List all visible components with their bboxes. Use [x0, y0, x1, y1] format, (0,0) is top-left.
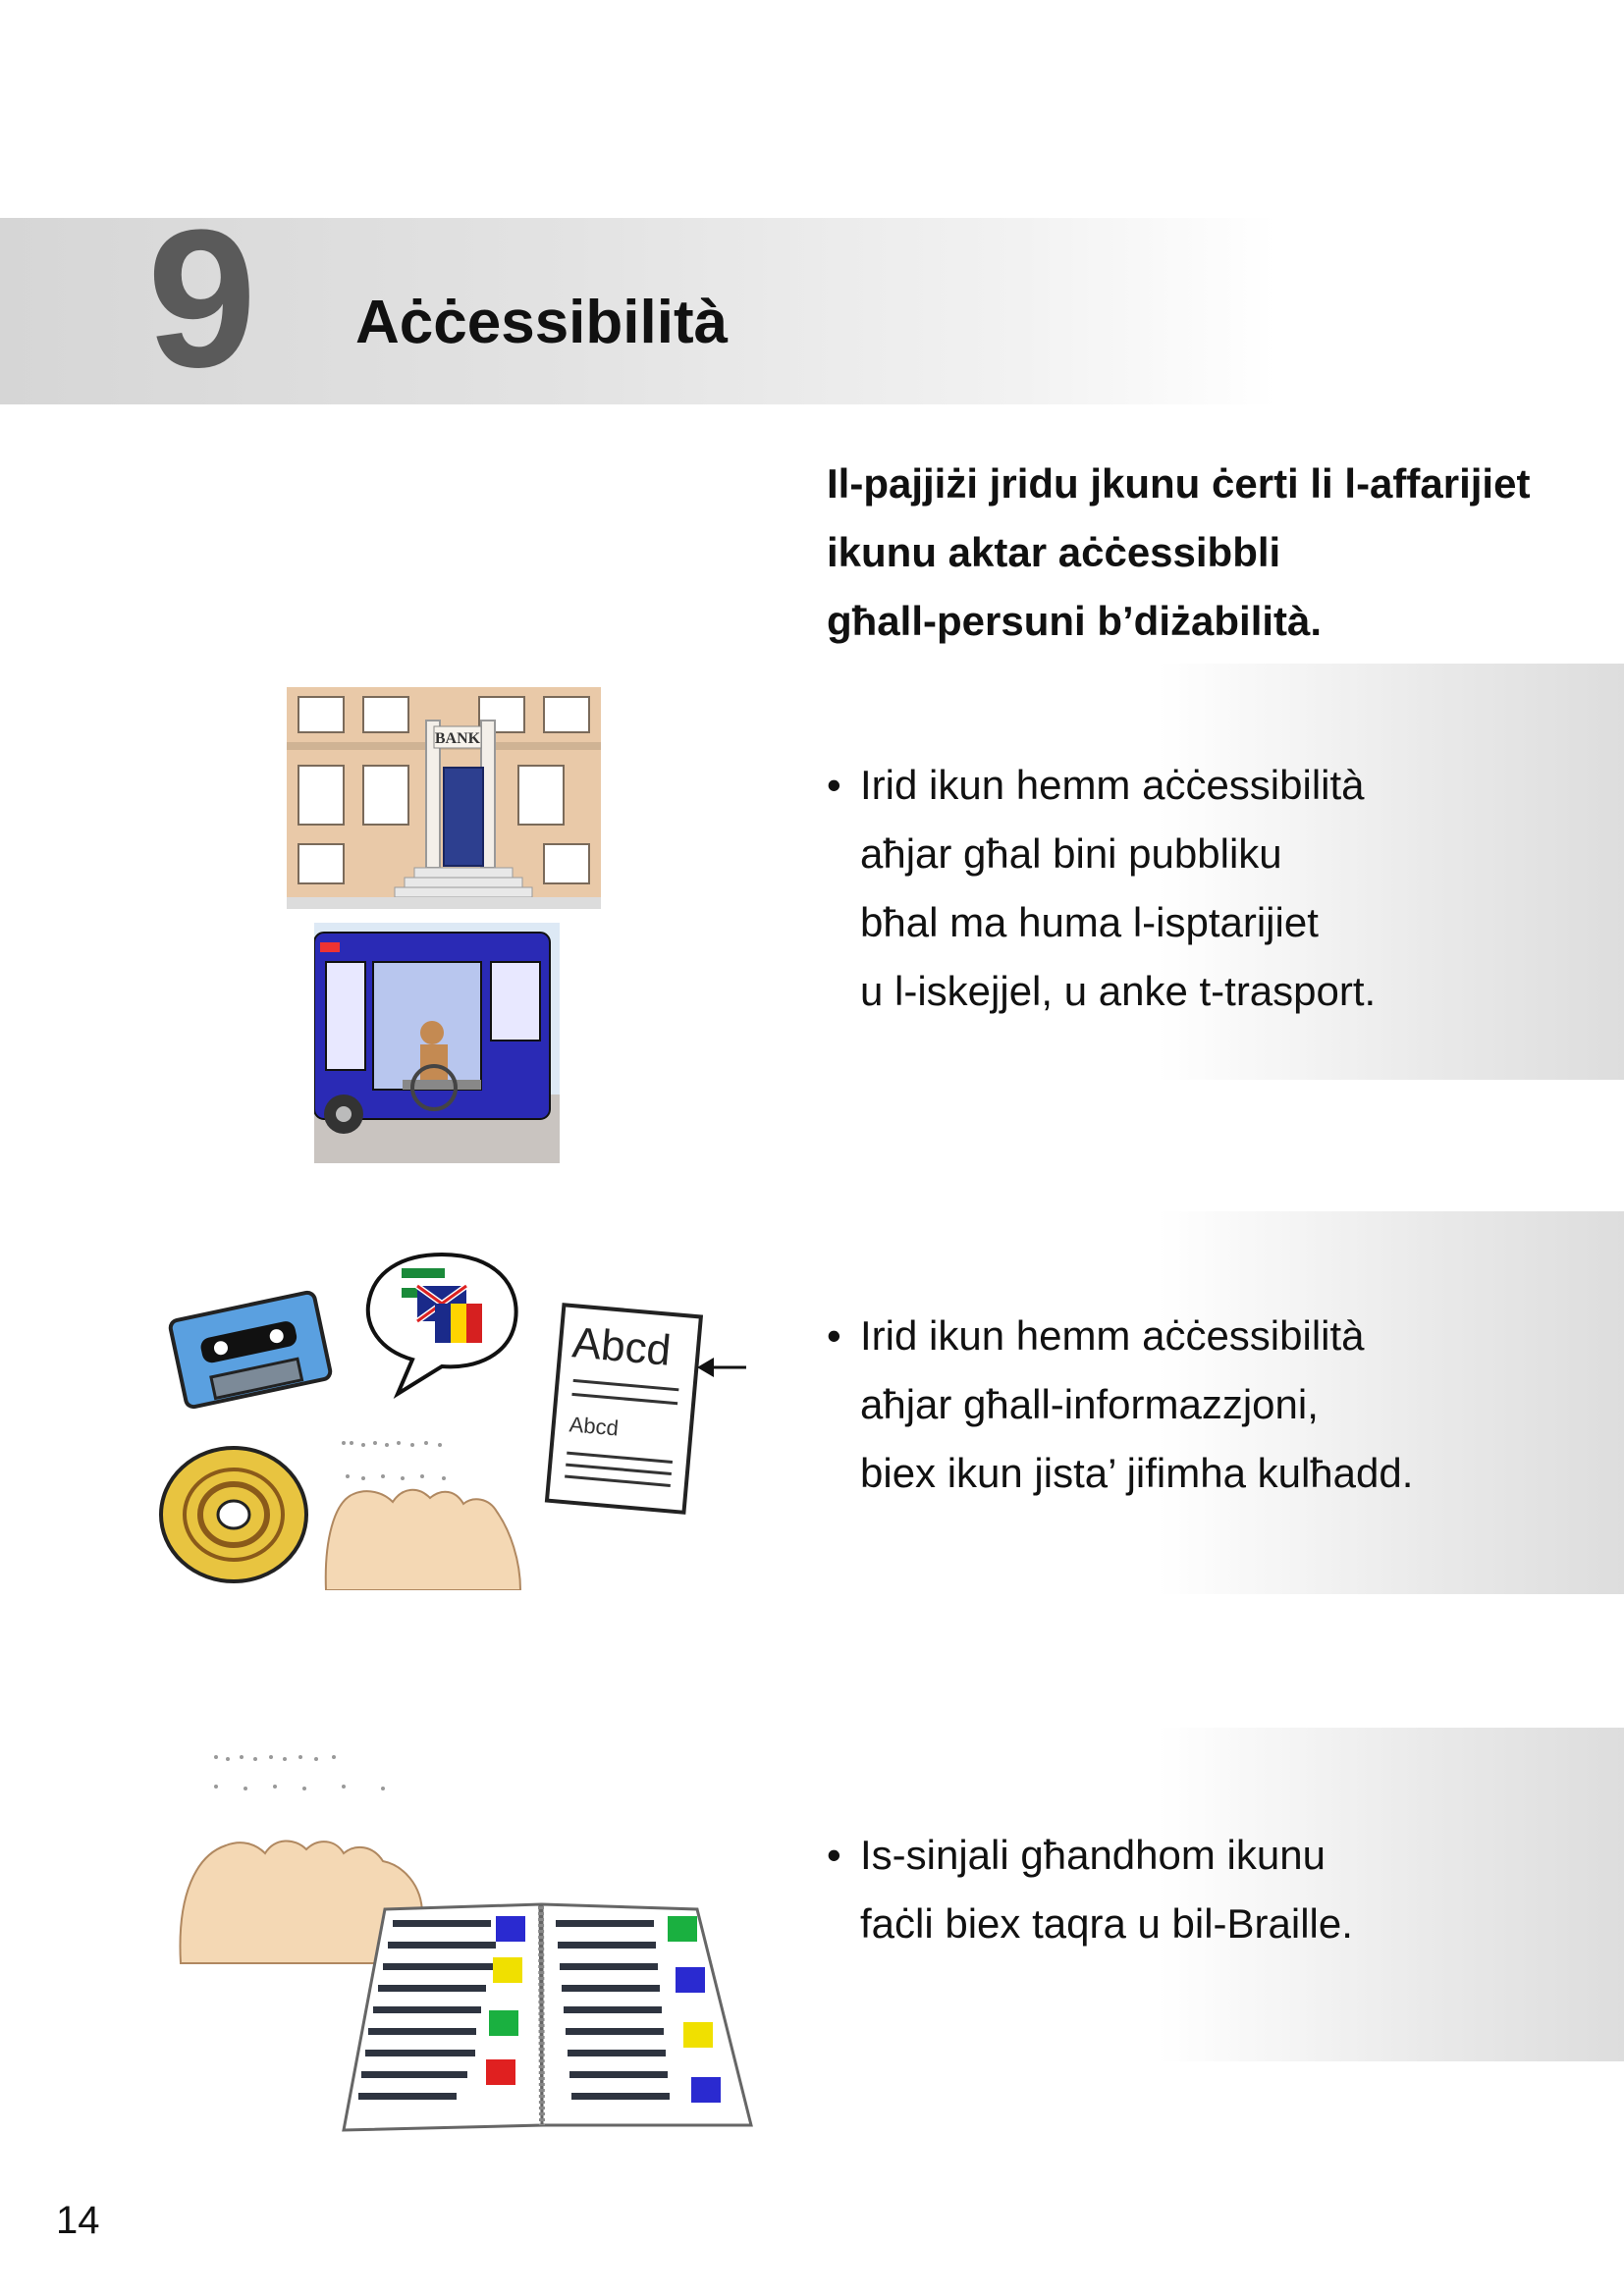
page-number: 14 [56, 2199, 100, 2242]
bus-wheelchair-illustration [314, 923, 560, 1163]
bullet-line: u l-iskejjel, u anke t-trasport. [860, 968, 1377, 1014]
cassette-tape-illustration [167, 1286, 334, 1414]
intro-line: ikunu aktar aċċessibbli [827, 529, 1281, 575]
languages-speech-bubble-illustration [358, 1247, 525, 1404]
bullet-item-2 [827, 1302, 1413, 1508]
bullet-line: aħjar għall-informazzjoni, [860, 1381, 1319, 1427]
bank-sign-text: BANK [434, 730, 481, 747]
chapter-title: Aċċessibilità [355, 289, 729, 356]
intro-paragraph [827, 450, 1573, 656]
bullet-item-3 [827, 1821, 1353, 1958]
bullet-line: aħjar għal bini pubbliku [860, 830, 1282, 877]
bullet-line: biex ikun jista’ jifimha kulħadd. [860, 1450, 1414, 1496]
bullet-dot-icon: • [827, 1312, 841, 1359]
bullet-line: faċli biex taqra u bil-Braille. [860, 1900, 1353, 1947]
braille-book-illustration [177, 1747, 766, 2140]
intro-line: Il-pajjiżi jridu jkunu ċerti li l-affarijiet [827, 460, 1531, 507]
bullet-line: Is-sinjali għandhom ikunu [860, 1832, 1326, 1878]
easy-read-document-illustration [535, 1301, 751, 1526]
bullet-line: Irid ikun hemm aċċessibilità [860, 1312, 1365, 1359]
bank-building-illustration [287, 687, 601, 909]
intro-line: għall-persuni b’diżabilità. [827, 598, 1323, 644]
bullet-item-1 [827, 751, 1376, 1026]
braille-reading-hands-illustration [324, 1433, 540, 1590]
bullet-dot-icon: • [827, 762, 841, 808]
document-heading-text: Abcd [569, 1318, 674, 1375]
bullet-dot-icon: • [827, 1832, 841, 1878]
compact-disc-illustration [157, 1441, 314, 1588]
bullet-line: Irid ikun hemm aċċessibilità [860, 762, 1365, 808]
document-subheading-text: Abcd [568, 1412, 620, 1441]
bullet-line: bħal ma huma l-isptarijiet [860, 899, 1319, 945]
chapter-number: 9 [147, 189, 257, 408]
